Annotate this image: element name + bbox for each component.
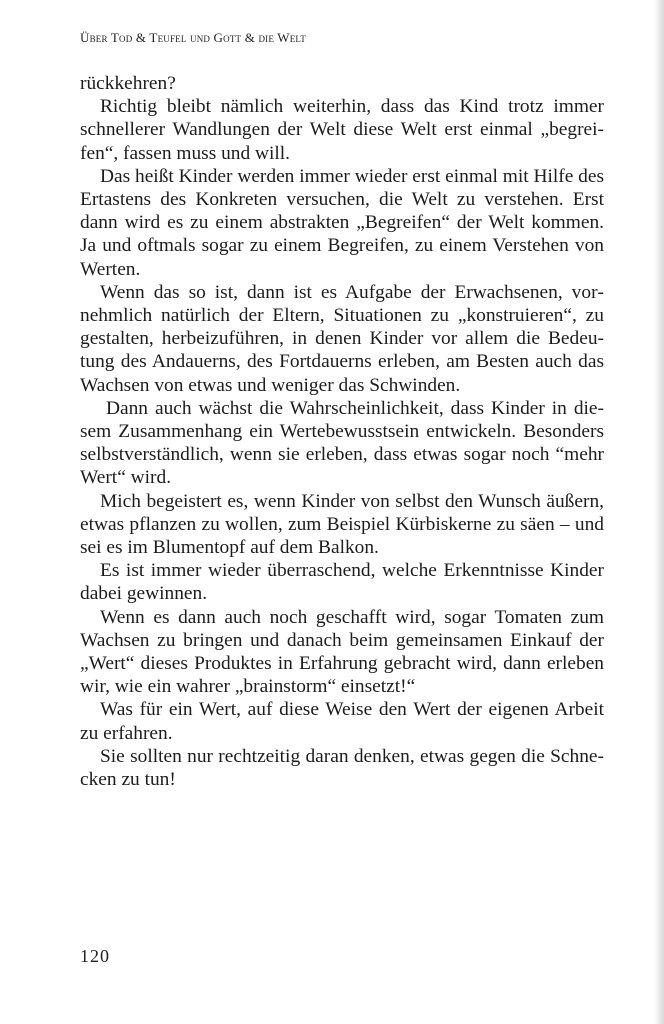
paragraph-5: Dann auch wächst die Wahrscheinlichkeit, dass Kinder in diesem Zusammenhang ein Wertebewusstsein entwickeln. Besonders selbstverständlich, wenn sie erleben, dass etwas sogar noch “mehr Wert“ wird. bbox=[80, 397, 604, 489]
page-number: 120 bbox=[80, 946, 110, 966]
paragraph-7: Es ist immer wieder überraschend, welche Erkenntnisse Kinder dabei gewinnen. bbox=[80, 560, 604, 605]
running-head: Über Tod & Teufel und Gott & die Welt bbox=[80, 30, 307, 45]
paragraph-2: Richtig bleibt nämlich weiterhin, dass das Kind trotz immer schnellerer Wandlungen der Welt diese Welt erst einmal „begreifen“, fassen muss und will. bbox=[80, 96, 604, 164]
paragraph-10: Sie sollten nur rechtzeitig daran denken, etwas gegen die Schnecken zu tun! bbox=[80, 745, 604, 791]
paragraph-9: Was für ein Wert, auf diese Weise den Wert der eigenen Arbeit zu erfahren. bbox=[80, 699, 604, 744]
paragraph-3: Das heißt Kinder werden immer wieder erst einmal mit Hilfe des Ertastens des Konkreten versuchen, die Welt zu verstehen. Erst dann wird es zu einem abstrakten „Begreifen“ der Welt kommen. Ja und oftmals sogar zu einem Begreifen, zu einem Verstehen von Werten. bbox=[80, 165, 604, 280]
paragraph-8: Wenn es dann auch noch geschafft wird, sogar Tomaten zum Wachsen zu bringen und danach beim gemeinsamen Einkauf der „Wert“ dieses Produktes in Erfahrung gebracht wird, dann erleben wir, wie ein wahrer „brainstorm“ einsetzt!“ bbox=[80, 606, 604, 698]
paragraph-1: rückkehren? bbox=[80, 73, 176, 94]
page-edge-shadow bbox=[654, 0, 664, 1024]
paragraph-4: Wenn das so ist, dann ist es Aufgabe der Erwachsenen, vornehmlich natürlich der Eltern, Situationen zu „konstruieren“, zu gestalten, herbeizuführen, in denen Kinder vor allem die Bedeutung des Andauerns, des Fortdauerns erleben, am Besten auch das Wachsen von etwas und weniger das Schwinden. bbox=[80, 281, 604, 396]
body-text bbox=[80, 72, 604, 791]
paragraph-6: Mich begeistert es, wenn Kinder von selbst den Wunsch äußern, etwas pflanzen zu wollen, zum Beispiel Kürbiskerne zu säen – und sei es im Blumentopf auf dem Balkon. bbox=[80, 490, 604, 559]
